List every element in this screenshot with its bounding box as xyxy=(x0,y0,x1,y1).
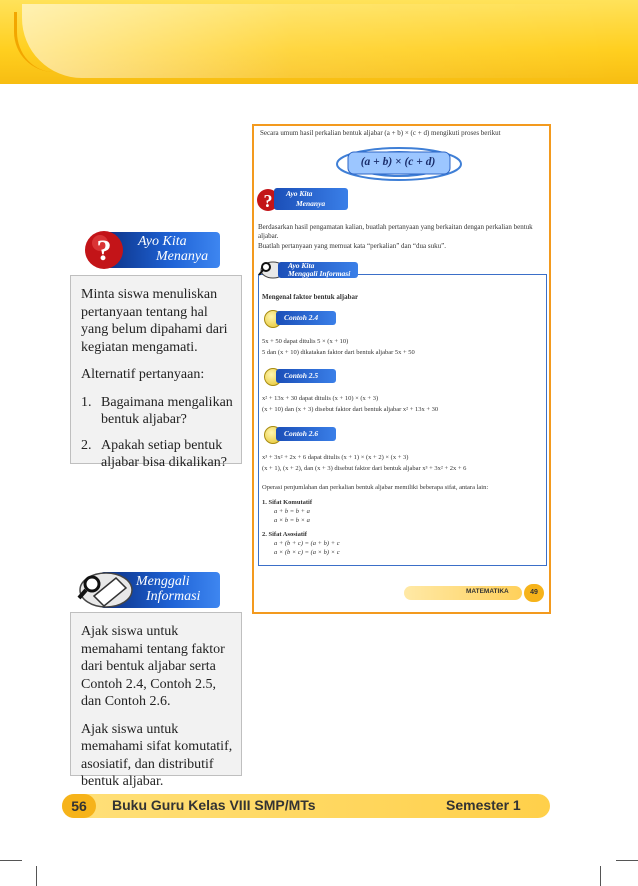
inset-menanya-chip xyxy=(274,188,348,210)
sifat-1-a: a + b = b + a xyxy=(274,508,310,515)
svg-text:?: ? xyxy=(96,234,112,267)
inset-menggali-l1: Ayo Kita xyxy=(288,261,315,270)
contoh-25-chip: Contoh 2.5 xyxy=(276,369,336,383)
contoh-26-chip: Contoh 2.6 xyxy=(276,427,336,441)
contoh-24-line1: 5x + 50 dapat ditulis 5 × (x + 10) xyxy=(262,338,349,345)
top-banner xyxy=(0,0,638,84)
crop-mark xyxy=(600,866,601,886)
inset-footer-page: 49 xyxy=(524,584,544,602)
student-book-inset xyxy=(252,124,551,614)
operasi-text: Operasi penjumlahan dan perkalian bentuk aljabar memiliki beberapa sifat, antara lain: xyxy=(262,484,489,491)
item-text: Apakah setiap bentuk aljabar bisa dikalikan? xyxy=(101,437,227,470)
item-number: 1. xyxy=(81,394,92,410)
faktor-title: Mengenal faktor bentuk aljabar xyxy=(262,293,359,301)
crop-mark xyxy=(36,866,37,886)
svg-text:?: ? xyxy=(263,191,273,211)
menanya-p1: Berdasarkan hasil pengamatan kalian, buatlah pertanyaan yang berkaitan dengan perkalian bentuk aljabar. xyxy=(258,223,533,240)
inset-menanya-l1: Ayo Kita xyxy=(286,189,313,198)
question-list xyxy=(81,394,233,472)
page-number: 56 xyxy=(62,794,96,818)
list-item xyxy=(81,437,233,472)
list-item xyxy=(81,394,233,429)
question-mark-icon xyxy=(82,226,126,274)
footer-semester: Semester 1 xyxy=(446,797,521,813)
banner-curve xyxy=(14,12,637,72)
contoh-25-line1: x² + 13x + 30 dapat ditulis (x + 10) × (x + 3) xyxy=(262,395,379,402)
menggali-para1: Ajak siswa untuk memahami tentang faktor dari bentuk aljabar serta Contoh 2.4, Contoh 2.5, dan Contoh 2.6. xyxy=(81,624,225,709)
alt-label: Alternatif pertanyaan: xyxy=(81,367,205,382)
sifat-2-b: a × (b × c) = (a × b) × c xyxy=(274,549,340,556)
inset-footer-label: MATEMATIKA xyxy=(466,588,509,595)
inset-menggali-chip xyxy=(278,262,358,278)
menggali-header-l2: Informasi xyxy=(146,589,201,604)
menanya-header-l1: Ayo Kita xyxy=(138,234,187,249)
contoh-26-line2: (x + 1), (x + 2), dan (x + 3) disebut faktor dari bentuk aljabar x³ + 3x² + 2x + 6 xyxy=(262,465,467,472)
menanya-header-l2: Menanya xyxy=(156,249,209,264)
magnifier-book-icon xyxy=(76,566,134,612)
crop-mark xyxy=(616,860,638,861)
contoh-25-line2: (x + 10) dan (x + 3) disebut faktor dari bentuk aljabar x² + 13x + 30 xyxy=(262,406,439,413)
crop-mark xyxy=(0,860,22,861)
contoh-26-line1: x³ + 3x² + 2x + 6 dapat ditulis (x + 1) × (x + 2) × (x + 3) xyxy=(262,454,409,461)
sifat-1-title: 1. Sifat Komutatif xyxy=(262,499,313,506)
menggali-header-l1: Menggali xyxy=(136,574,190,589)
inset-menggali-l2: Menggali Informasi xyxy=(288,269,351,278)
footer-title: Buku Guru Kelas VIII SMP/MTs xyxy=(112,797,316,813)
inset-intro: Secara umum hasil perkalian bentuk aljabar (a + b) × (c + d) mengikuti proses berikut xyxy=(260,129,501,137)
sidebar-menanya-text xyxy=(81,286,233,480)
sidebar-menanya xyxy=(70,275,242,470)
sifat-1-b: a × b = b × a xyxy=(274,517,310,524)
menanya-p2: Buatlah pertanyaan yang memuat kata “perkalian” dan “dua suku”. xyxy=(258,242,446,250)
contoh-24-line2: 5 dan (x + 10) dikatakan faktor dari bentuk aljabar 5x + 50 xyxy=(262,349,415,356)
sidebar-menggali xyxy=(70,612,242,789)
menggali-para2: Ajak siswa untuk memahami sifat komutatif, asosiatif, dan distributif bentuk aljabar. xyxy=(81,721,233,789)
sidebar-menggali-text xyxy=(81,623,236,801)
formula-label: (a + b) × (c + d) xyxy=(360,156,436,168)
menanya-intro: Minta siswa menuliskan pertanyaan tentang hal yang belum dipahami dari kegiatan mengamati. xyxy=(81,287,228,355)
sifat-2-title: 2. Sifat Asosiatif xyxy=(262,531,307,538)
sifat-2-a: a + (b + c) = (a + b) + c xyxy=(274,540,340,547)
item-text: Bagaimana mengalikan bentuk aljabar? xyxy=(101,394,233,427)
inset-menanya-l2: Menanya xyxy=(296,199,326,208)
item-number: 2. xyxy=(81,437,92,453)
contoh-24-chip: Contoh 2.4 xyxy=(276,311,336,325)
